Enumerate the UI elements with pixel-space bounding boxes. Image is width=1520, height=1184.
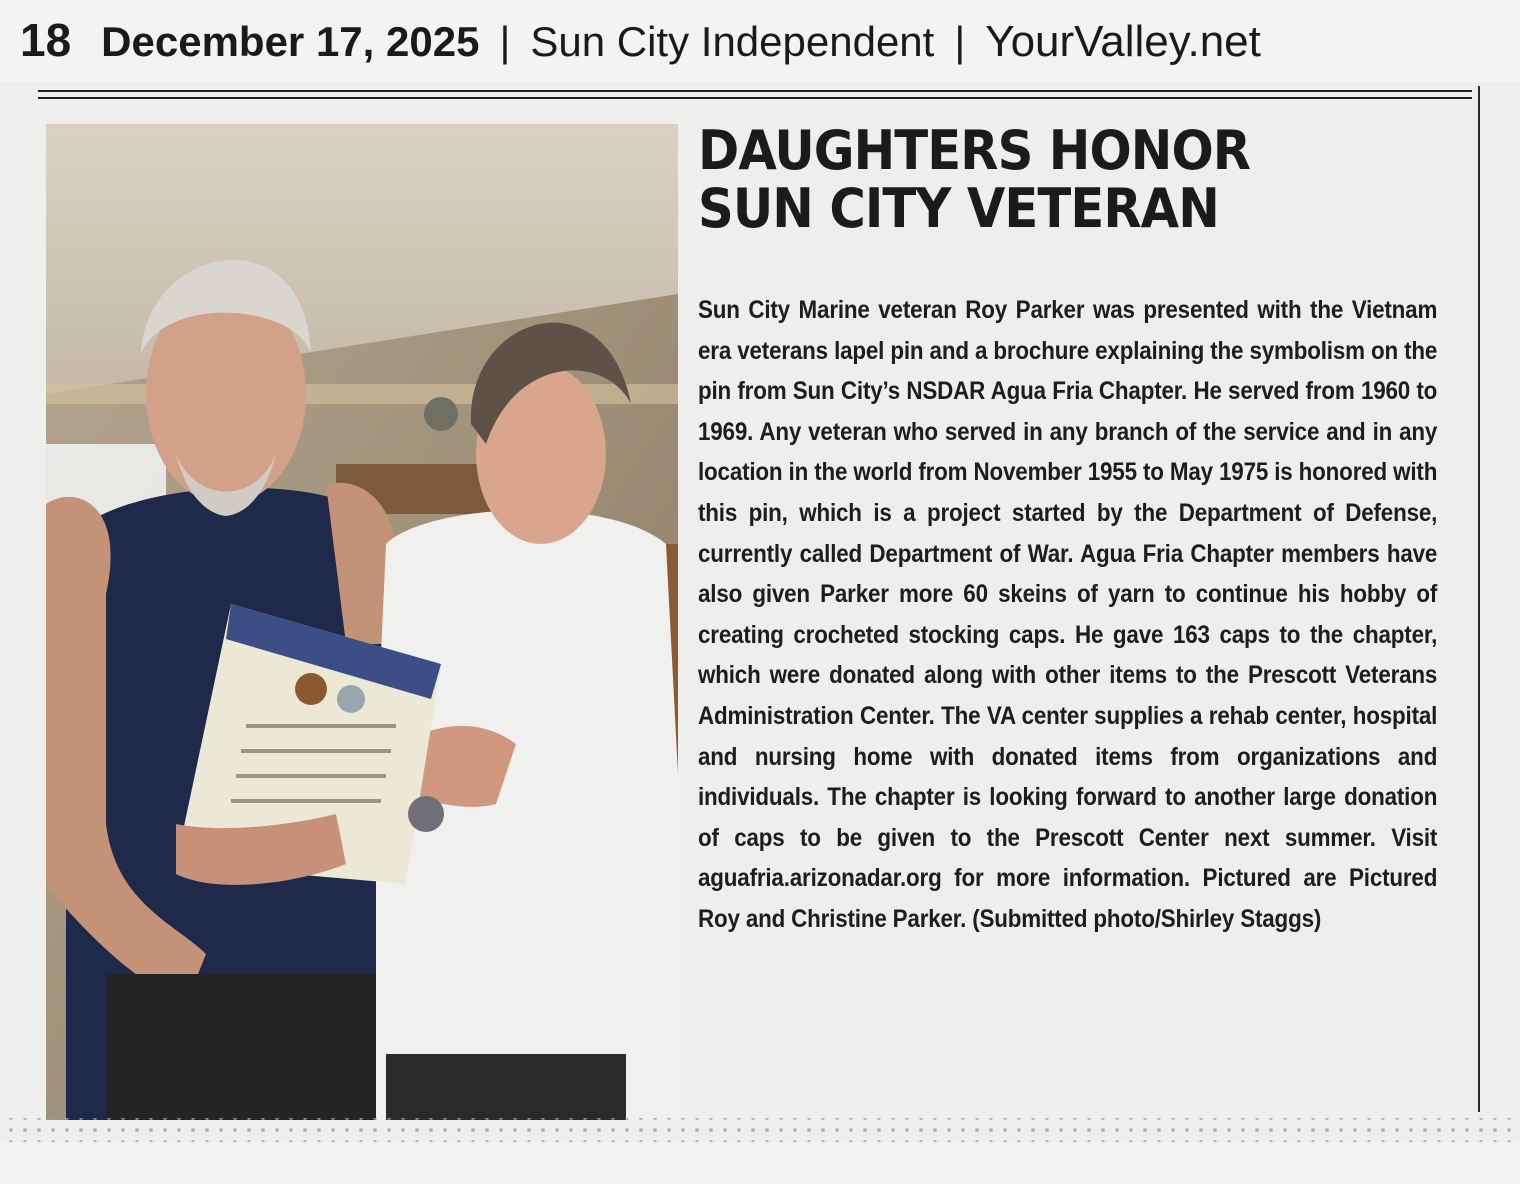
page-number: 18	[20, 14, 72, 66]
article-body: Sun City Marine veteran Roy Parker was presented with the Vietnam era veterans lapel pin and a brochure explaining the symbolism on the pin from Sun City’s NSDAR Agua Fria Chapter. He served from 1960 to 1969. Any veteran who served in any branch of the service and in any location in the world from November 1955 to May 1975 is honored with this pin, which is a project started by the Department of Defense, currently called Department of War. Agua Fria Chapter members have also given Parker more 60 skeins of yarn to continue his hobby of creating crocheted stocking caps. He gave 163 caps to the chapter, which were donated along with other items to the Prescott Veterans Administration Center. The VA center supplies a rehab center, hospital and nursing home with donated items from organizations and individuals. The chapter is looking forward to another large donation of caps to be given to the Prescott Center next summer. Visit aguafria.arizonadar.org for more information. Pictured are Pictured Roy and Christine Parker. (Submitted photo/Shirley Staggs)	[698, 296, 1438, 933]
double-rule-divider	[38, 90, 1472, 99]
headline-line-2: SUN CITY VETERAN	[698, 177, 1219, 240]
publication-name: Sun City Independent	[530, 18, 935, 65]
headline-line-1: DAUGHTERS HONOR	[698, 119, 1251, 182]
column-rule	[1478, 86, 1480, 1112]
website-name: YourValley.net	[985, 17, 1261, 66]
page-masthead	[0, 0, 1520, 82]
page-bottom-margin	[0, 1142, 1520, 1184]
article-photo	[46, 124, 678, 1120]
masthead-separator: |	[499, 18, 511, 65]
masthead-line	[20, 10, 1261, 72]
photo-illustration	[46, 124, 678, 1120]
scan-edge-perforation	[0, 1118, 1520, 1142]
article-headline	[698, 119, 1397, 240]
issue-date: December 17, 2025	[101, 18, 480, 65]
masthead-separator: |	[954, 18, 966, 65]
